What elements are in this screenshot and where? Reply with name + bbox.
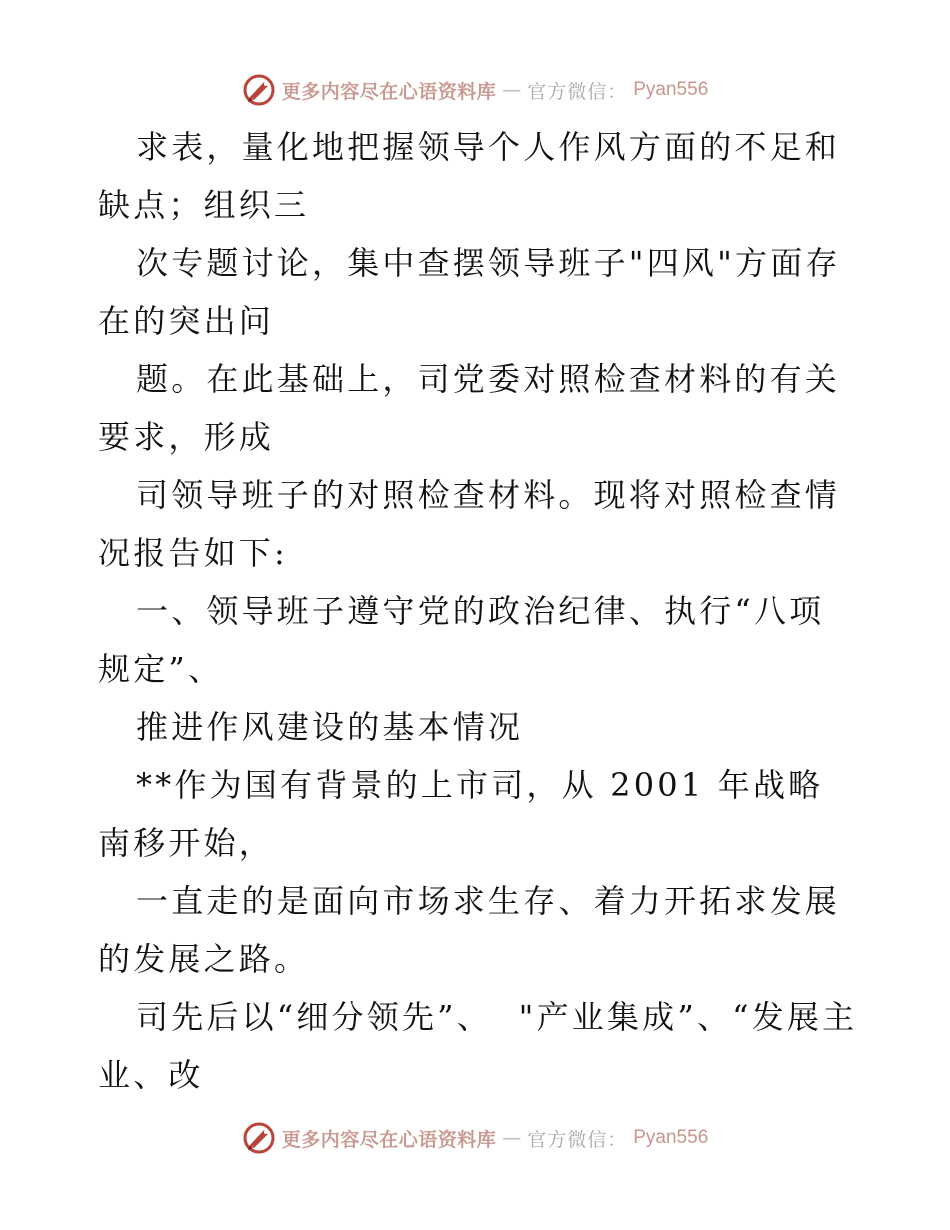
body-paragraph: 一、领导班子遵守党的政治纪律、执行“八项规定”、 <box>98 592 825 688</box>
pen-logo-icon <box>242 73 276 107</box>
footer-brand-text: 更多内容尽在心语资料库 <box>281 1128 497 1151</box>
document-body <box>98 118 858 1104</box>
body-paragraph: 求表，量化地把握领导个人作风方面的不足和缺点；组织三 <box>98 128 841 224</box>
header-brand-text: 更多内容尽在心语资料库 <box>281 80 497 103</box>
body-paragraph: 司先后以“细分领先”、 "产业集成”、“发展主业、改 <box>98 998 858 1094</box>
header-wechat-label: 官方微信： <box>527 80 628 103</box>
footer-watermark-inner <box>242 1121 709 1155</box>
header-watermark <box>0 70 950 110</box>
footer-wechat-handle: Pyan556 <box>633 1127 709 1148</box>
body-paragraph: 司领导班子的对照检查材料。现将对照检查情况报告如下: <box>98 476 841 572</box>
header-separator: — <box>502 79 522 101</box>
body-paragraph: 次专题讨论，集中查摆领导班子"四风"方面存在的突出问 <box>98 244 841 340</box>
footer-wechat-label: 官方微信： <box>527 1128 628 1151</box>
pen-logo-icon <box>242 1121 276 1155</box>
header-wechat-handle: Pyan556 <box>633 79 709 100</box>
body-paragraph: 一直走的是面向市场求生存、着力开拓求发展的发展之路。 <box>98 882 841 978</box>
footer-watermark <box>0 1118 950 1158</box>
header-watermark-inner <box>242 73 709 107</box>
body-paragraph: **作为国有背景的上市司，从 2001 年战略南移开始， <box>98 766 824 862</box>
body-paragraph: 推进作风建设的基本情况 <box>136 708 524 746</box>
body-paragraph: 题。在此基础上，司党委对照检查材料的有关要求，形成 <box>98 360 841 456</box>
footer-separator: — <box>502 1127 522 1149</box>
